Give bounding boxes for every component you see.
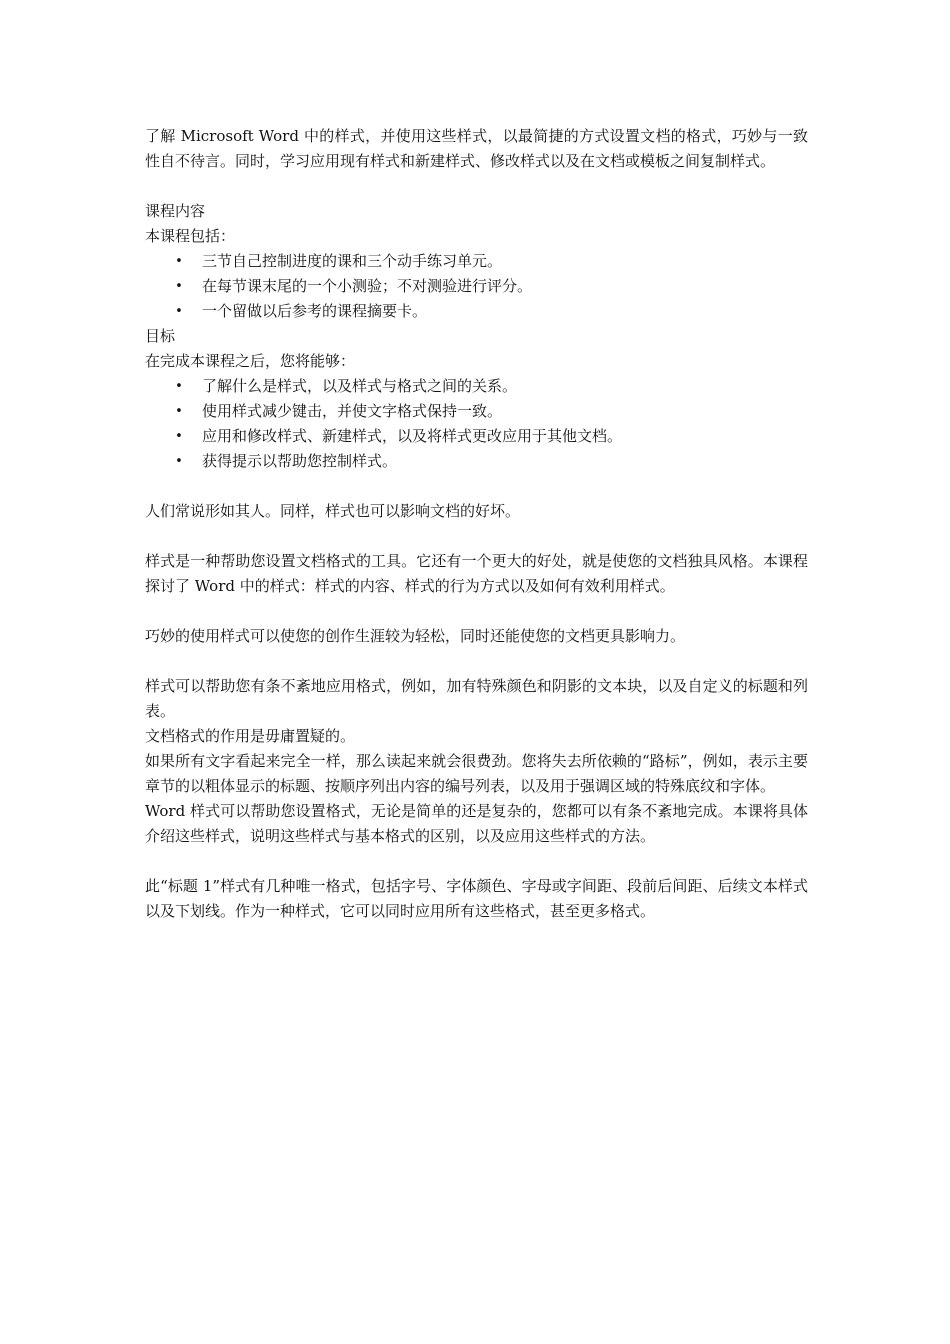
bullet-icon: •: [175, 254, 183, 269]
heading1-style-paragraph: 此“标题 1”样式有几种唯一格式，包括字号、字体颜色、字母或字间距、段前后间距、后续文本样式以及下划线。作为一种样式，它可以同时应用所有这些格式，甚至更多格式。: [145, 877, 808, 920]
intro-paragraph: 了解 Microsoft Word 中的样式，并使用这些样式，以最简捷的方式设置文档的格式，巧妙与一致性自不待言。同时，学习应用现有样式和新建样式、修改样式以及在文档或模板之间复制样式。: [145, 127, 808, 170]
blank-line: [145, 649, 808, 674]
list-item-text: 获得提示以帮助您控制样式。: [202, 452, 398, 470]
blank-line: [145, 174, 808, 199]
list-item: [145, 449, 808, 474]
bullet-icon: •: [175, 404, 183, 419]
blank-line: [145, 474, 808, 499]
word-styles-paragraph: Word 样式可以帮助您设置格式，无论是简单的还是复杂的，您都可以有条不紊地完成。本课将具体介绍这些样式，说明这些样式与基本格式的区别，以及应用这些样式的方法。: [145, 802, 808, 845]
bullet-icon: •: [175, 454, 183, 469]
list-item: [145, 249, 808, 274]
course-heading: 课程内容: [145, 202, 206, 220]
list-item-text: 应用和修改样式、新建样式，以及将样式更改应用于其他文档。: [202, 427, 623, 445]
goals-list: [145, 374, 808, 474]
list-item-text: 一个留做以后参考的课程摘要卡。: [202, 302, 428, 320]
blank-line: [145, 524, 808, 549]
clever-use-paragraph: 巧妙的使用样式可以使您的创作生涯较为轻松，同时还能使您的文档更具影响力。: [145, 627, 686, 645]
course-lead: 本课程包括：: [145, 227, 236, 245]
bullet-icon: •: [175, 304, 183, 319]
orderly-formatting-paragraph: 样式可以帮助您有条不紊地应用格式，例如，加有特殊颜色和阴影的文本块，以及自定义的标题和列表。: [145, 677, 808, 720]
list-item: [145, 374, 808, 399]
bullet-icon: •: [175, 279, 183, 294]
bullet-icon: •: [175, 429, 183, 444]
bullet-icon: •: [175, 379, 183, 394]
blank-line: [145, 599, 808, 624]
course-list: [145, 249, 808, 324]
same-text-paragraph: 如果所有文字看起来完全一样，那么读起来就会很费劲。您将失去所依赖的“路标”，例如，表示主要章节的以粗体显示的标题、按顺序列出内容的编号列表，以及用于强调区域的特殊底纹和字体。: [145, 752, 808, 795]
goals-lead: 在完成本课程之后，您将能够：: [145, 352, 356, 370]
list-item: [145, 399, 808, 424]
list-item: [145, 274, 808, 299]
list-item: [145, 299, 808, 324]
list-item-text: 使用样式减少键击，并使文字格式保持一致。: [202, 402, 503, 420]
blank-line: [145, 849, 808, 874]
list-item-text: 三节自己控制进度的课和三个动手练习单元。: [202, 252, 503, 270]
list-item-text: 了解什么是样式，以及样式与格式之间的关系。: [202, 377, 518, 395]
format-role-paragraph: 文档格式的作用是毋庸置疑的。: [145, 727, 356, 745]
document-body: [145, 124, 808, 924]
style-tool-paragraph: 样式是一种帮助您设置文档格式的工具。它还有一个更大的好处，就是使您的文档独具风格。本课程探讨了 Word 中的样式：样式的内容、样式的行为方式以及如何有效利用样式。: [145, 552, 808, 595]
goals-heading: 目标: [145, 327, 176, 345]
list-item-text: 在每节课末尾的一个小测验；不对测验进行评分。: [202, 277, 533, 295]
list-item: [145, 424, 808, 449]
people-paragraph: 人们常说形如其人。同样，样式也可以影响文档的好坏。: [145, 502, 521, 520]
